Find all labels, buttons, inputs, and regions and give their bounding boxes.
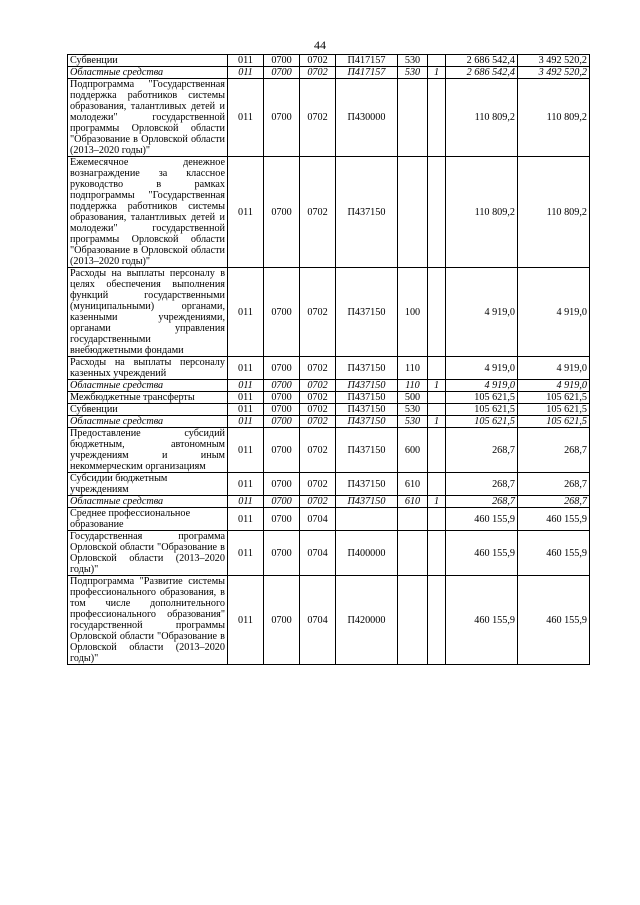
funding-source-code	[428, 404, 446, 416]
expense-type-code	[398, 508, 428, 531]
section-code: 0700	[264, 392, 300, 404]
target-article-code: П437150	[336, 268, 398, 357]
row-name: Государственная программа Орловской области "Образование в Орловской области (2013–2020 годы)"	[68, 531, 228, 576]
section-code: 0700	[264, 67, 300, 79]
target-article-code: П437150	[336, 157, 398, 268]
admin-code: 011	[228, 268, 264, 357]
expense-type-code: 530	[398, 67, 428, 79]
admin-code: 011	[228, 428, 264, 473]
amount-year-1: 4 919,0	[446, 268, 518, 357]
expense-type-code: 110	[398, 380, 428, 392]
target-article-code: П437150	[336, 496, 398, 508]
table-body	[68, 55, 590, 665]
table-row	[68, 428, 590, 473]
target-article-code	[336, 508, 398, 531]
subsection-code: 0702	[300, 416, 336, 428]
funding-source-code: 1	[428, 496, 446, 508]
admin-code: 011	[228, 473, 264, 496]
amount-year-2: 4 919,0	[518, 268, 590, 357]
funding-source-code	[428, 268, 446, 357]
funding-source-code	[428, 79, 446, 157]
expense-type-code: 530	[398, 404, 428, 416]
page-number: 44	[314, 38, 326, 52]
admin-code: 011	[228, 380, 264, 392]
amount-year-1: 460 155,9	[446, 508, 518, 531]
amount-year-2: 460 155,9	[518, 508, 590, 531]
amount-year-1: 2 686 542,4	[446, 55, 518, 67]
funding-source-code	[428, 531, 446, 576]
funding-source-code	[428, 55, 446, 67]
amount-year-1: 105 621,5	[446, 392, 518, 404]
admin-code: 011	[228, 67, 264, 79]
section-code: 0700	[264, 268, 300, 357]
section-code: 0700	[264, 55, 300, 67]
amount-year-1: 268,7	[446, 428, 518, 473]
expense-type-code	[398, 157, 428, 268]
section-code: 0700	[264, 531, 300, 576]
row-name: Субвенции	[68, 404, 228, 416]
amount-year-2: 3 492 520,2	[518, 67, 590, 79]
table-row	[68, 157, 590, 268]
funding-source-code: 1	[428, 380, 446, 392]
funding-source-code	[428, 392, 446, 404]
amount-year-2: 460 155,9	[518, 531, 590, 576]
section-code: 0700	[264, 357, 300, 380]
amount-year-1: 110 809,2	[446, 157, 518, 268]
expense-type-code: 110	[398, 357, 428, 380]
admin-code: 011	[228, 392, 264, 404]
section-code: 0700	[264, 428, 300, 473]
amount-year-1: 268,7	[446, 496, 518, 508]
row-name: Субвенции	[68, 55, 228, 67]
subsection-code: 0704	[300, 576, 336, 665]
expense-type-code: 600	[398, 428, 428, 473]
subsection-code: 0702	[300, 157, 336, 268]
section-code: 0700	[264, 473, 300, 496]
section-code: 0700	[264, 416, 300, 428]
amount-year-2: 268,7	[518, 428, 590, 473]
budget-table	[67, 54, 590, 665]
expense-type-code: 610	[398, 496, 428, 508]
row-name: Областные средства	[68, 67, 228, 79]
row-name: Областные средства	[68, 496, 228, 508]
table-row	[68, 67, 590, 79]
table-row	[68, 404, 590, 416]
target-article-code: П437150	[336, 380, 398, 392]
amount-year-2: 4 919,0	[518, 380, 590, 392]
subsection-code: 0702	[300, 67, 336, 79]
amount-year-2: 3 492 520,2	[518, 55, 590, 67]
subsection-code: 0702	[300, 268, 336, 357]
target-article-code: П430000	[336, 79, 398, 157]
admin-code: 011	[228, 508, 264, 531]
funding-source-code	[428, 473, 446, 496]
amount-year-1: 2 686 542,4	[446, 67, 518, 79]
amount-year-1: 4 919,0	[446, 357, 518, 380]
amount-year-2: 110 809,2	[518, 157, 590, 268]
table-row	[68, 576, 590, 665]
amount-year-2: 460 155,9	[518, 576, 590, 665]
table-row	[68, 508, 590, 531]
row-name: Межбюджетные трансферты	[68, 392, 228, 404]
target-article-code: П437150	[336, 357, 398, 380]
table-row	[68, 473, 590, 496]
expense-type-code: 610	[398, 473, 428, 496]
amount-year-2: 110 809,2	[518, 79, 590, 157]
target-article-code: П437150	[336, 392, 398, 404]
subsection-code: 0702	[300, 473, 336, 496]
subsection-code: 0702	[300, 496, 336, 508]
admin-code: 011	[228, 531, 264, 576]
target-article-code: П437150	[336, 428, 398, 473]
table-row	[68, 531, 590, 576]
funding-source-code	[428, 157, 446, 268]
admin-code: 011	[228, 404, 264, 416]
table-row	[68, 380, 590, 392]
expense-type-code: 500	[398, 392, 428, 404]
funding-source-code	[428, 357, 446, 380]
amount-year-2: 105 621,5	[518, 392, 590, 404]
row-name: Подпрограмма "Развитие системы профессионального образования, в том числе дополнительного профессионального образования" государственной программы Орловской области "Образование в Орловской области (2013–2020 годы)"	[68, 576, 228, 665]
table-row	[68, 268, 590, 357]
amount-year-2: 105 621,5	[518, 416, 590, 428]
subsection-code: 0702	[300, 392, 336, 404]
table-row	[68, 55, 590, 67]
subsection-code: 0702	[300, 428, 336, 473]
table-row	[68, 357, 590, 380]
row-name: Областные средства	[68, 416, 228, 428]
section-code: 0700	[264, 157, 300, 268]
target-article-code: П417157	[336, 67, 398, 79]
row-name: Ежемесячное денежное вознаграждение за классное руководство в рамках подпрограммы "Государственная поддержка работников системы образования, талантливых детей и молодежи" государственной программы Орловской области "Образование в Орловской области (2013–2020 годы)"	[68, 157, 228, 268]
amount-year-2: 4 919,0	[518, 357, 590, 380]
expense-type-code	[398, 531, 428, 576]
subsection-code: 0702	[300, 55, 336, 67]
subsection-code: 0704	[300, 531, 336, 576]
section-code: 0700	[264, 576, 300, 665]
section-code: 0700	[264, 380, 300, 392]
section-code: 0700	[264, 496, 300, 508]
admin-code: 011	[228, 357, 264, 380]
amount-year-1: 4 919,0	[446, 380, 518, 392]
amount-year-2: 268,7	[518, 473, 590, 496]
subsection-code: 0702	[300, 404, 336, 416]
amount-year-1: 105 621,5	[446, 404, 518, 416]
admin-code: 011	[228, 416, 264, 428]
admin-code: 011	[228, 79, 264, 157]
amount-year-1: 268,7	[446, 473, 518, 496]
expense-type-code	[398, 79, 428, 157]
admin-code: 011	[228, 576, 264, 665]
table-row	[68, 416, 590, 428]
table-row	[68, 79, 590, 157]
section-code: 0700	[264, 404, 300, 416]
target-article-code: П437150	[336, 404, 398, 416]
amount-year-2: 268,7	[518, 496, 590, 508]
target-article-code: П420000	[336, 576, 398, 665]
amount-year-1: 105 621,5	[446, 416, 518, 428]
row-name: Расходы на выплаты персоналу казенных учреждений	[68, 357, 228, 380]
amount-year-1: 110 809,2	[446, 79, 518, 157]
expense-type-code	[398, 576, 428, 665]
funding-source-code: 1	[428, 67, 446, 79]
row-name: Подпрограмма "Государственная поддержка работников системы образования, талантливых детей и молодежи" государственной программы Орловской области "Образование в Орловской области (2013–2020 годы)"	[68, 79, 228, 157]
funding-source-code	[428, 576, 446, 665]
admin-code: 011	[228, 55, 264, 67]
target-article-code: П417157	[336, 55, 398, 67]
amount-year-1: 460 155,9	[446, 531, 518, 576]
funding-source-code	[428, 428, 446, 473]
section-code: 0700	[264, 508, 300, 531]
subsection-code: 0702	[300, 79, 336, 157]
row-name: Субсидии бюджетным учреждениям	[68, 473, 228, 496]
subsection-code: 0702	[300, 380, 336, 392]
row-name: Областные средства	[68, 380, 228, 392]
amount-year-2: 105 621,5	[518, 404, 590, 416]
row-name: Предоставление субсидий бюджетным, автономным учреждениям и иным некоммерческим организациям	[68, 428, 228, 473]
row-name: Среднее профессиональное образование	[68, 508, 228, 531]
admin-code: 011	[228, 157, 264, 268]
expense-type-code: 530	[398, 416, 428, 428]
target-article-code: П437150	[336, 473, 398, 496]
amount-year-1: 460 155,9	[446, 576, 518, 665]
table-row	[68, 392, 590, 404]
expense-type-code: 530	[398, 55, 428, 67]
target-article-code: П400000	[336, 531, 398, 576]
funding-source-code: 1	[428, 416, 446, 428]
admin-code: 011	[228, 496, 264, 508]
target-article-code: П437150	[336, 416, 398, 428]
subsection-code: 0704	[300, 508, 336, 531]
table-row	[68, 496, 590, 508]
expense-type-code: 100	[398, 268, 428, 357]
row-name: Расходы на выплаты персоналу в целях обеспечения выполнения функций государственными (муниципальными) органами, казенными учреждениями, органами управления государственными внебюджетными фондами	[68, 268, 228, 357]
section-code: 0700	[264, 79, 300, 157]
subsection-code: 0702	[300, 357, 336, 380]
funding-source-code	[428, 508, 446, 531]
